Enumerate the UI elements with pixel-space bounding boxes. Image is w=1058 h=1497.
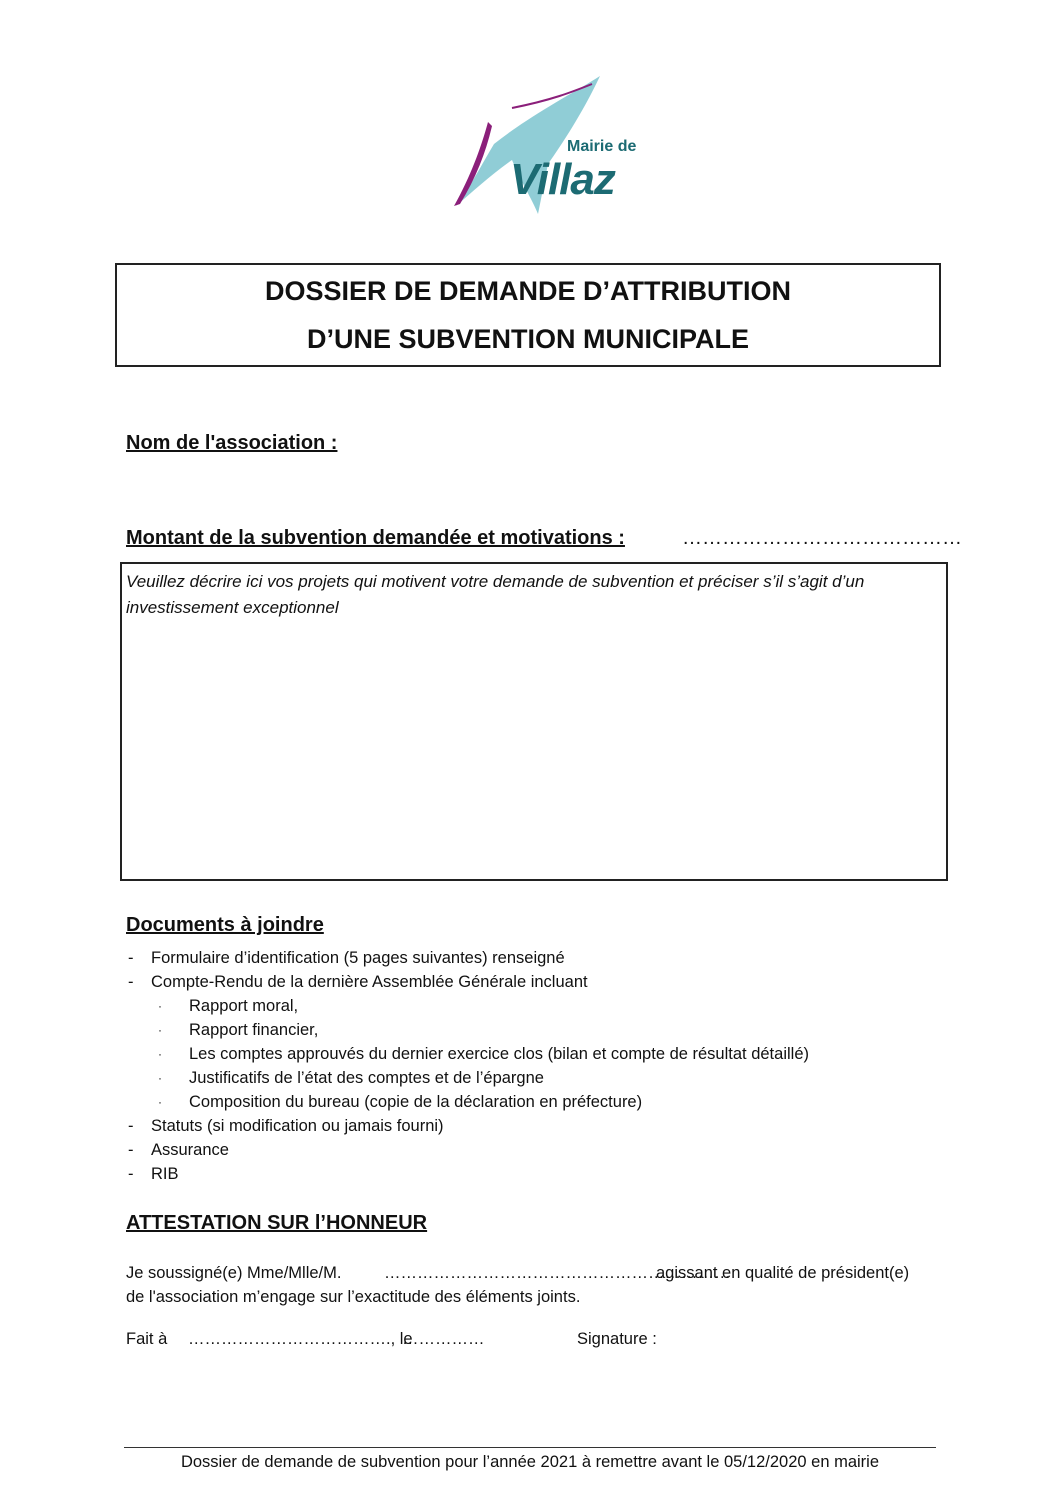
logo-mairie-text: Mairie de bbox=[567, 138, 637, 155]
list-item bbox=[124, 1138, 924, 1162]
list-item bbox=[124, 1090, 924, 1114]
list-marker: · bbox=[158, 1023, 162, 1037]
date-field[interactable]: …………… bbox=[402, 1330, 485, 1348]
document-title-line-2: D’UNE SUBVENTION MUNICIPALE bbox=[306, 324, 750, 354]
project-description-prompt: Veuillez décrire ici vos projets qui motivent votre demande de subvention et préciser s’il s’agit d’un investissement exceptionnel bbox=[126, 572, 865, 617]
list-item-text: RIB bbox=[151, 1165, 179, 1183]
footer-divider bbox=[124, 1447, 936, 1448]
list-item-text: Justificatifs de l’état des comptes et de l’épargne bbox=[189, 1069, 544, 1087]
logo-villaz-text: Villaz bbox=[510, 155, 615, 204]
place-field[interactable]: ………………………………., le bbox=[188, 1330, 413, 1348]
list-item bbox=[124, 1066, 924, 1090]
list-item bbox=[124, 1162, 924, 1186]
list-item-text: Les comptes approuvés du dernier exercice clos (bilan et compte de résultat détaillé) bbox=[189, 1045, 809, 1063]
document-title-box bbox=[115, 263, 941, 367]
attestation-statement: de l'association m’engage sur l’exactitude des éléments joints. bbox=[126, 1288, 581, 1306]
list-marker: · bbox=[158, 999, 162, 1013]
list-item-text: Compte-Rendu de la dernière Assemblée Générale incluant bbox=[151, 973, 588, 991]
attestation-heading: ATTESTATION SUR l’HONNEUR bbox=[126, 1212, 428, 1234]
signatory-label: Je soussigné(e) Mme/Mlle/M. bbox=[126, 1264, 342, 1282]
list-marker: · bbox=[158, 1071, 162, 1085]
footer-note: Dossier de demande de subvention pour l’année 2021 à remettre avant le 05/12/2020 en mairie bbox=[180, 1453, 880, 1471]
place-label: Fait à bbox=[126, 1330, 168, 1348]
list-item-text: Rapport financier, bbox=[189, 1021, 319, 1039]
list-item bbox=[124, 994, 924, 1018]
list-marker: - bbox=[128, 973, 134, 991]
association-name-label: Nom de l'association : bbox=[126, 432, 338, 454]
list-marker: · bbox=[158, 1047, 162, 1061]
list-marker: · bbox=[158, 1095, 162, 1109]
list-item-text: Assurance bbox=[151, 1141, 229, 1159]
list-marker: - bbox=[128, 949, 134, 967]
list-item-text: Formulaire d’identification (5 pages suivantes) renseigné bbox=[151, 949, 565, 967]
signatory-name-field[interactable]: ……………………………………………………… bbox=[384, 1264, 731, 1282]
list-item bbox=[124, 1114, 924, 1138]
signature-label: Signature : bbox=[577, 1330, 657, 1348]
list-item bbox=[124, 970, 924, 994]
list-item-text: Composition du bureau (copie de la déclaration en préfecture) bbox=[189, 1093, 643, 1111]
amount-label: Montant de la subvention demandée et motivations : bbox=[126, 527, 625, 549]
list-item-text: Statuts (si modification ou jamais fourni) bbox=[151, 1117, 444, 1135]
list-item-text: Rapport moral, bbox=[189, 997, 299, 1015]
list-marker: - bbox=[128, 1141, 134, 1159]
amount-field[interactable]: …………………………………… bbox=[682, 527, 962, 549]
signatory-role-text: agissant en qualité de président(e) bbox=[656, 1264, 910, 1282]
villaz-logo bbox=[452, 74, 652, 214]
documents-list bbox=[124, 946, 924, 1186]
list-marker: - bbox=[128, 1165, 134, 1183]
project-description-box[interactable] bbox=[120, 562, 948, 881]
list-item bbox=[124, 1042, 924, 1066]
list-marker: - bbox=[128, 1117, 134, 1135]
list-item bbox=[124, 946, 924, 970]
list-item bbox=[124, 1018, 924, 1042]
document-title-line-1: DOSSIER DE DEMANDE D’ATTRIBUTION bbox=[264, 276, 791, 306]
documents-heading: Documents à joindre bbox=[126, 914, 324, 936]
